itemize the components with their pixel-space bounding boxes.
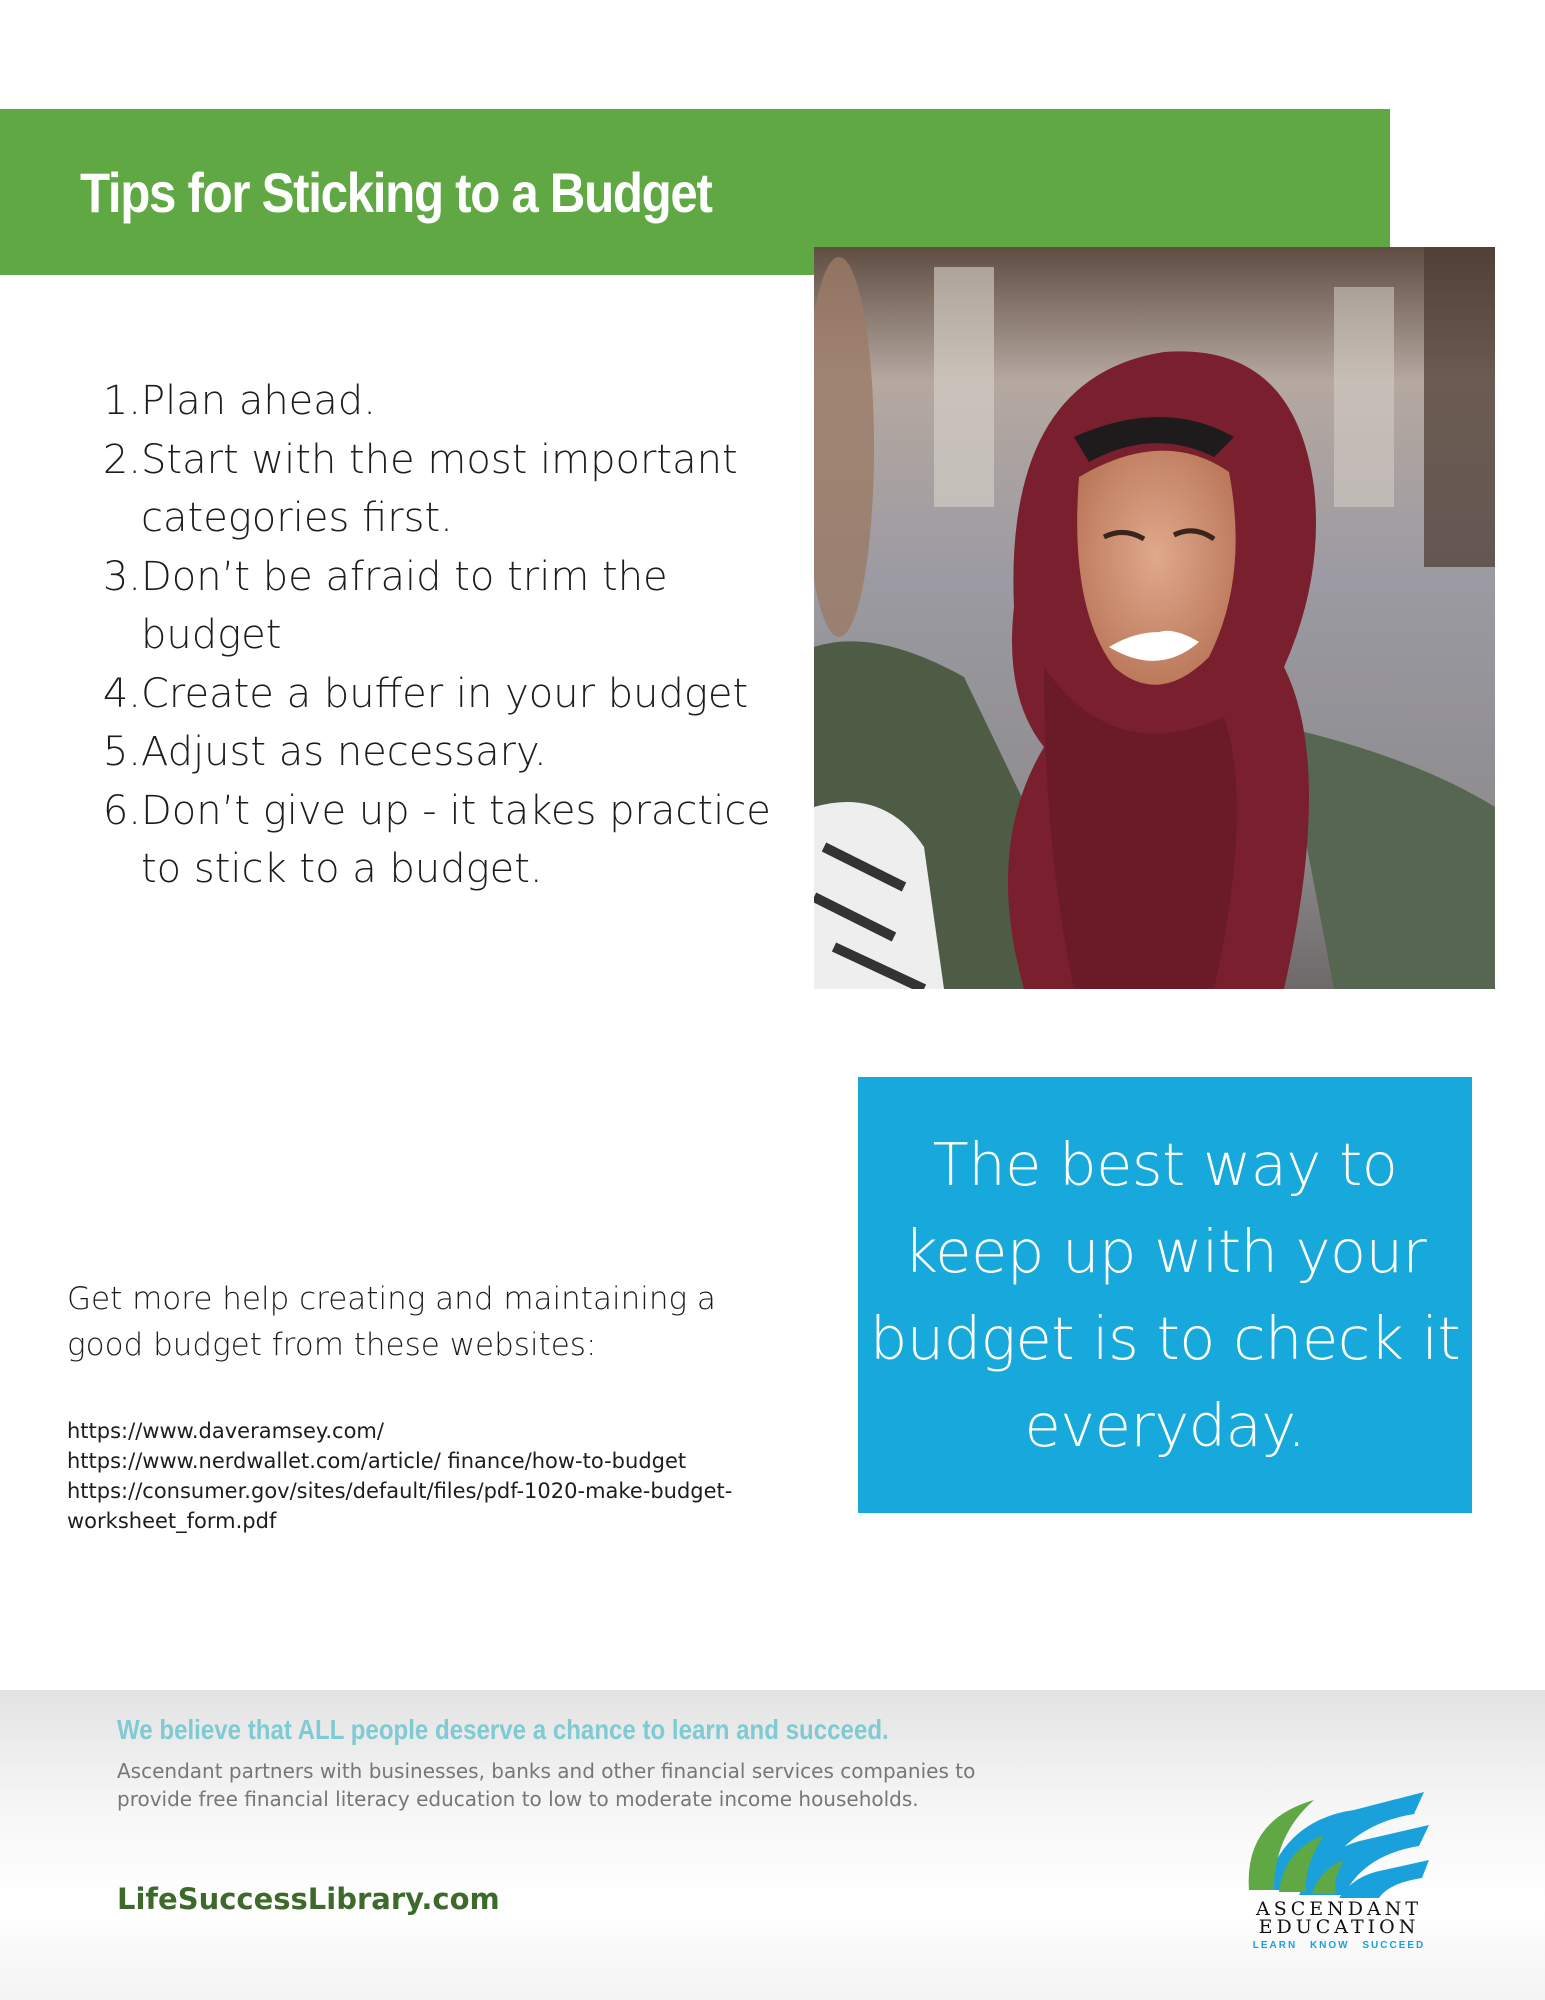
tips-list (95, 372, 775, 899)
page-title: Tips for Sticking to a Budget (80, 160, 712, 224)
list-item (95, 723, 775, 782)
website-link[interactable]: LifeSuccessLibrary.com (117, 1882, 500, 1916)
link-consumer-gov[interactable]: https://consumer.gov/sites/default/files/pdf-1020-make-budget-worksheet_form.pdf (67, 1479, 733, 1533)
quote-text: The best way to keep up with your budget is to check it everyday. (869, 1130, 1461, 1460)
footer-tagline: We believe that ALL people deserve a chance to learn and succeed. (117, 1714, 889, 1745)
list-item (95, 372, 775, 431)
list-item (95, 665, 775, 724)
logo-name-line2: EDUCATION (1258, 1916, 1420, 1938)
list-number: 5. (102, 729, 141, 775)
logo-name-line1: ASCENDANT (1255, 1898, 1423, 1920)
quote-box (858, 1077, 1472, 1513)
list-text: Don’t give up - it takes practice to stick to a budget. (141, 787, 771, 892)
link-nerdwallet[interactable]: https://www.nerdwallet.com/article/ finance/how-to-budget (67, 1449, 687, 1473)
list-number: 3. (102, 553, 141, 600)
link-daveramsey[interactable]: https://www.daveramsey.com/ (67, 1419, 384, 1443)
list-text: Don’t be afraid to trim the budget (141, 553, 668, 658)
list-item (95, 548, 775, 665)
list-text: Start with the most important categories first. (141, 436, 738, 541)
list-item (95, 431, 775, 548)
list-number: 6. (102, 787, 141, 834)
list-number: 4. (102, 670, 141, 717)
logo-name (1244, 1900, 1434, 1936)
resource-links (67, 1416, 787, 1536)
list-number: 1. (102, 378, 141, 424)
smiling-woman-photo (814, 247, 1495, 989)
list-text: Create a buffer in your budget (141, 670, 749, 717)
list-text: Adjust as necessary. (141, 729, 547, 775)
logo-tagline: LEARN KNOW SUCCEED (1252, 1940, 1426, 1951)
list-number: 2. (102, 436, 141, 483)
footer-description: Ascendant partners with businesses, banks and other financial services companies to provide free financial literacy education to low to moderate income households. (117, 1759, 976, 1811)
photo-illustration (814, 247, 1495, 989)
list-item (95, 782, 775, 899)
list-text: Plan ahead. (141, 378, 376, 424)
help-text: Get more help creating and maintaining a good budget from these websites: (67, 1281, 716, 1363)
